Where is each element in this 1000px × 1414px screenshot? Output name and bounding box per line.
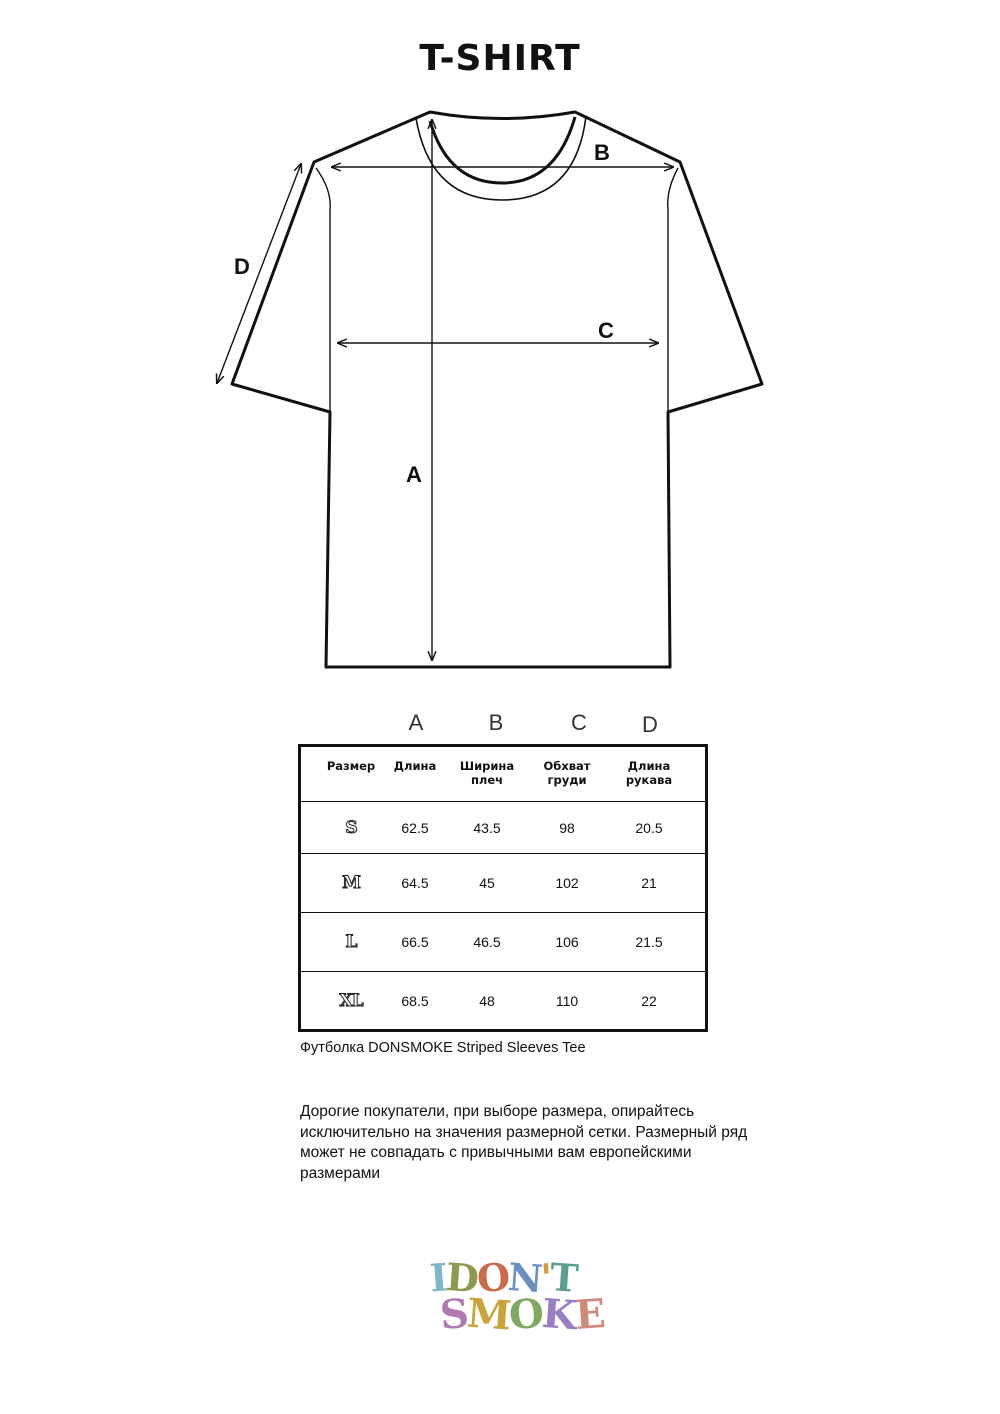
table-header-row [301, 747, 705, 802]
logo-letter: K [540, 1290, 577, 1340]
table-cell: 22 [641, 992, 657, 1009]
collar-inner [430, 117, 575, 183]
size-table [298, 744, 708, 1032]
page-title: T-SHIRT [419, 38, 581, 79]
table-cell: 43.5 [473, 819, 501, 836]
logo-line-2 [438, 1289, 605, 1340]
brand-logo [428, 1253, 605, 1350]
table-cell: 20.5 [635, 819, 663, 836]
size-label: S [345, 817, 357, 838]
table-row [301, 972, 705, 1029]
table-cell: 106 [555, 934, 579, 950]
header-chest: Обхват груди [543, 759, 591, 787]
product-name: Футболка DONSMOKE Striped Sleeves Tee [300, 1040, 586, 1056]
column-letter-c: C [571, 710, 587, 735]
table-cell: 21 [641, 875, 657, 891]
logo-letter: I [428, 1254, 448, 1301]
header-shoulder-width: Ширина плеч [459, 759, 515, 787]
table-cell: 48 [479, 992, 495, 1009]
size-note: Дорогие покупатели, при выборе размера, опирайтесь исключительно на значения размерной сетки. Размерный ряд может не совпадать с привычными вам европейскими размерами [300, 1103, 748, 1182]
table-cell: 98 [559, 819, 575, 836]
header-sleeve-length: Длина рукава [625, 759, 673, 787]
logo-letter: O [475, 1253, 510, 1302]
table-cell: 64.5 [401, 875, 429, 891]
dimension-c-label: C [598, 318, 614, 343]
table-row [301, 802, 705, 854]
collar-outer [416, 116, 586, 200]
dimension-a-label: A [406, 462, 422, 487]
table-cell: 102 [555, 875, 579, 891]
logo-letter: S [438, 1290, 469, 1339]
logo-letter: T [548, 1254, 579, 1301]
header-size: Размер [326, 759, 376, 773]
size-label: XL [339, 990, 363, 1011]
logo-letter: N [506, 1253, 543, 1302]
logo-letter: E [573, 1290, 605, 1340]
logo-letter: M [465, 1289, 511, 1340]
table-cell: 66.5 [401, 934, 429, 950]
table-cell: 45 [479, 875, 495, 891]
header-length: Длина [393, 759, 437, 773]
size-label: L [345, 932, 357, 952]
tshirt-diagram [0, 0, 1000, 700]
column-letter-b: B [488, 710, 504, 735]
column-letter-d: D [642, 712, 658, 737]
column-letter-a: A [408, 710, 424, 735]
table-row [301, 854, 705, 913]
table-cell: 68.5 [401, 992, 429, 1009]
logo-letter: ' [538, 1254, 552, 1301]
dimension-d-label: D [234, 254, 250, 279]
table-row [301, 913, 705, 972]
logo-letter: O [507, 1290, 544, 1340]
tshirt-outline [232, 112, 762, 667]
size-label: M [342, 873, 360, 893]
seam-right [668, 168, 678, 412]
dimension-d-line [217, 164, 301, 383]
seam-left [316, 168, 330, 412]
dimension-b-label: B [594, 140, 610, 165]
table-cell: 46.5 [473, 934, 501, 950]
table-cell: 62.5 [401, 819, 429, 836]
table-cell: 110 [555, 992, 579, 1009]
logo-letter: D [444, 1253, 479, 1302]
table-cell: 21.5 [635, 934, 663, 950]
